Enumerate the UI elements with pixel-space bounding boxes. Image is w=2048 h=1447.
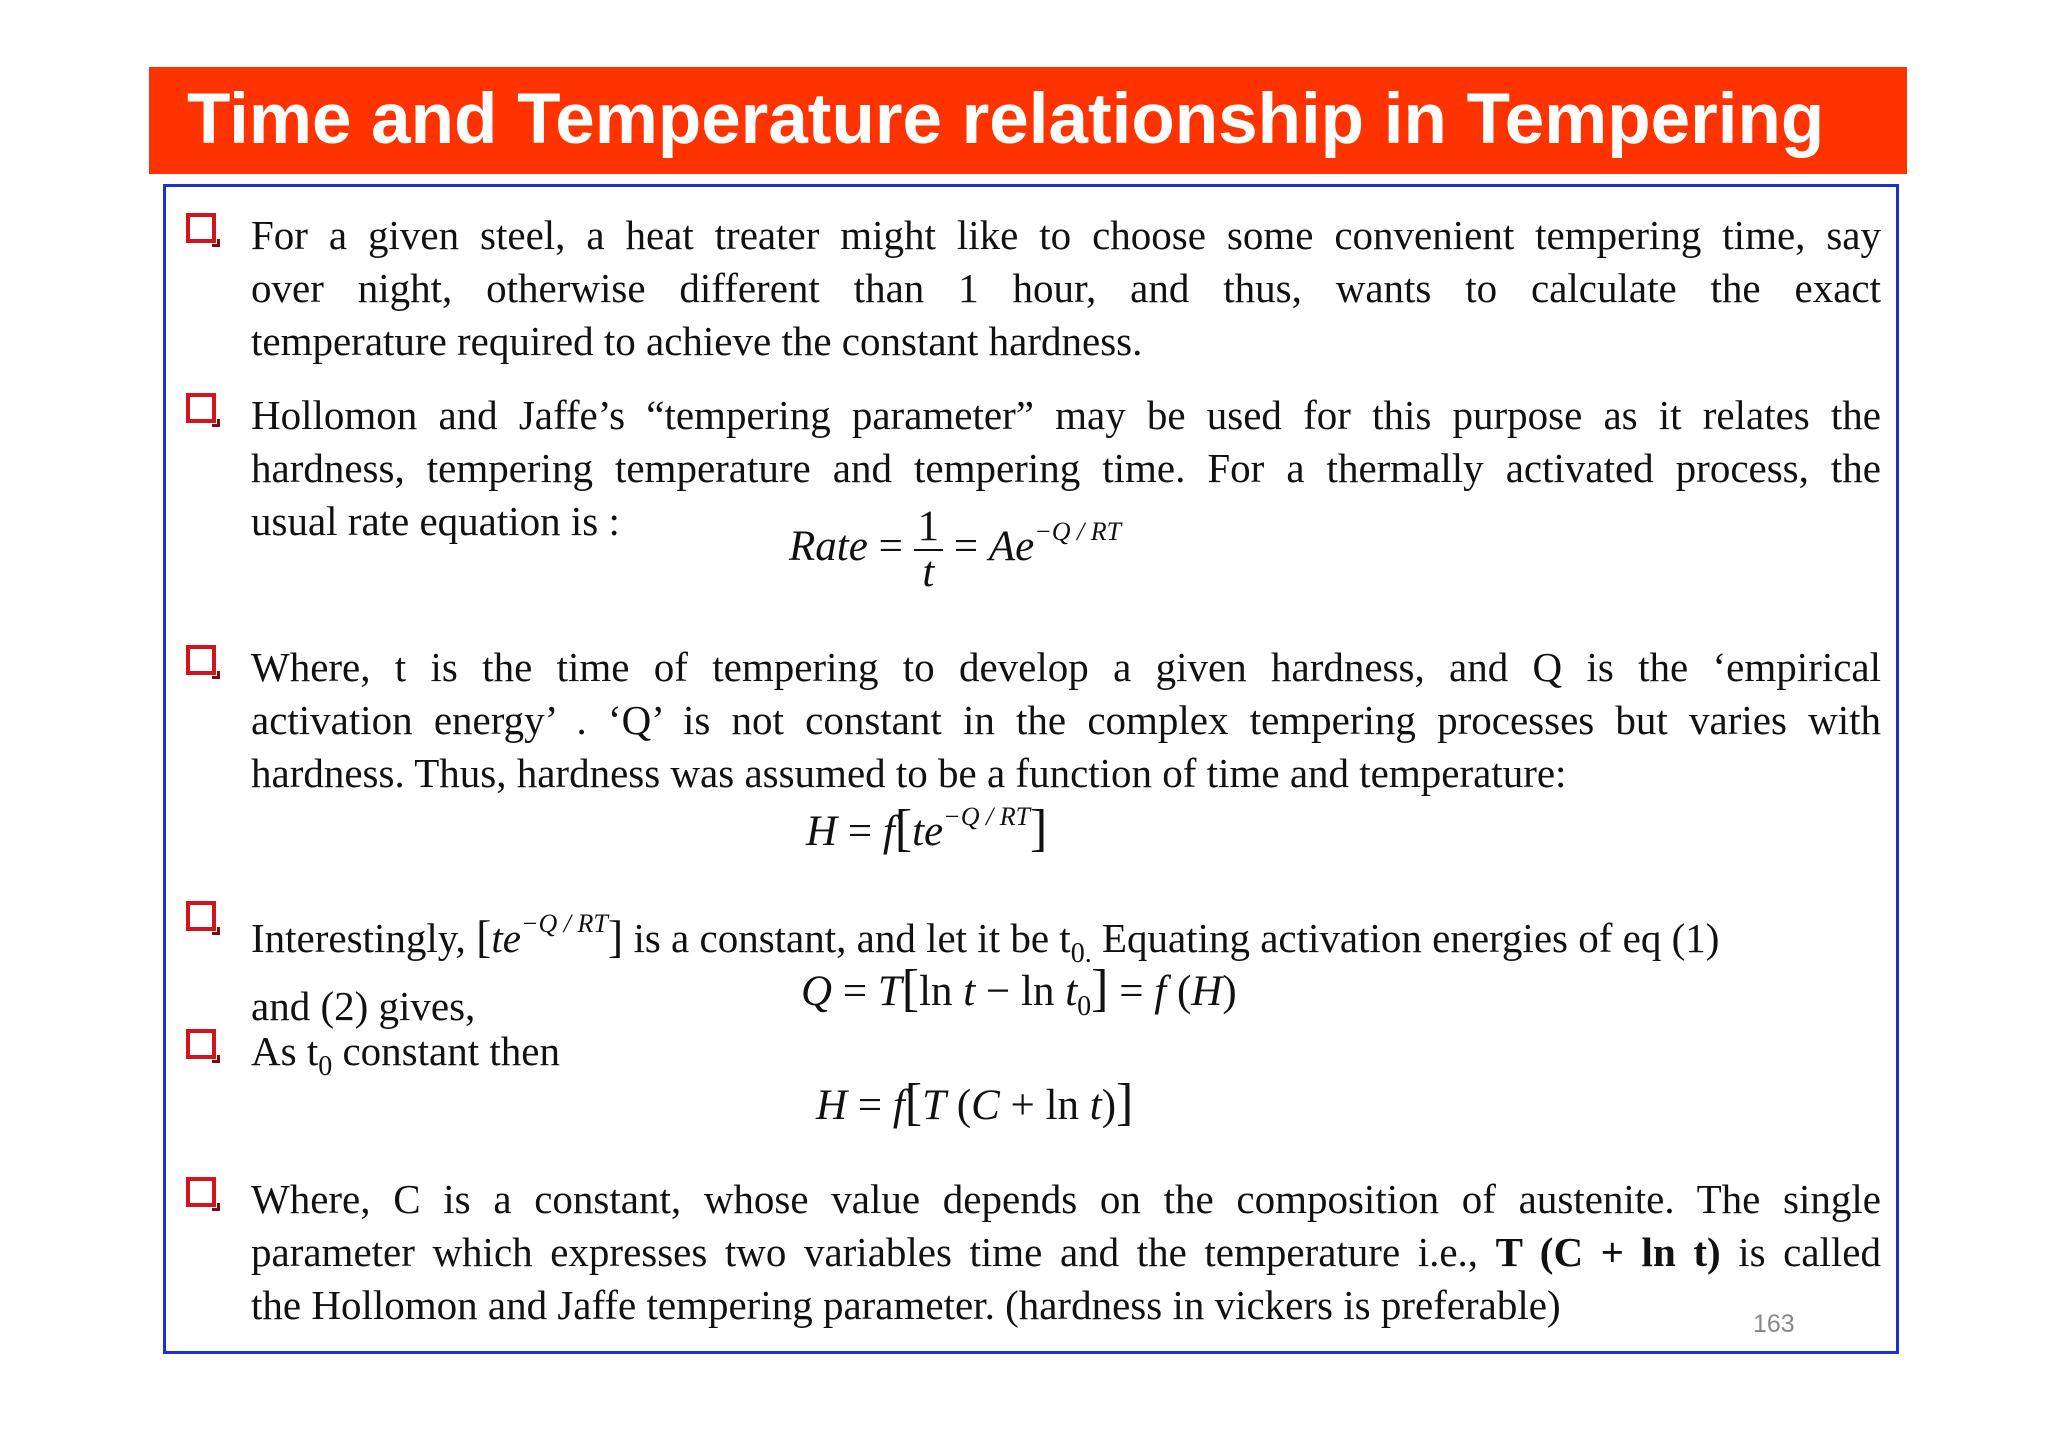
paragraph-3: [251, 641, 1881, 800]
eq-operator: +: [999, 1082, 1046, 1129]
eq-symbol: f: [882, 808, 895, 855]
paragraph-6: [251, 1173, 1881, 1332]
eq-symbol: H: [806, 808, 838, 855]
hardness-equation-1: [806, 799, 1047, 858]
eq-equals: =: [953, 522, 989, 570]
paragraph-line: Where, t is the time of tempering to develop a given hardness, and Q is the ‘empirical: [251, 644, 1881, 690]
slide-title: Time and Temperature relationship in Tempering: [187, 80, 1825, 159]
eq-symbol: t: [952, 968, 976, 1015]
activation-equation: [801, 959, 1237, 1023]
paragraph-line: For a given steel, a heat treater might like to choose some convenient tempering time, say: [251, 212, 1881, 258]
text-run: Equating activation energies of eq (1): [1091, 915, 1720, 961]
bullet-square-icon: [186, 213, 216, 243]
eq-paren: ): [1222, 968, 1237, 1015]
paragraph-line: hardness. Thus, hardness was assumed to be a function of time and temperature:: [251, 750, 1567, 796]
eq-symbol: f: [1154, 968, 1167, 1015]
eq-exponent: −Q / RT: [1034, 516, 1122, 546]
paragraph-line: over night, otherwise different than 1 hour, and thus, wants to calculate the exact: [251, 265, 1881, 311]
eq-bracket: ]: [607, 911, 624, 962]
paragraph-line: and (2) gives,: [251, 983, 476, 1029]
eq-symbol: ln: [1021, 968, 1055, 1015]
paragraph-1: [251, 209, 1881, 368]
title-bar: [149, 67, 1907, 174]
content-box: [163, 184, 1899, 1354]
bullet-square-icon: [186, 645, 216, 675]
fraction-denominator: t: [922, 549, 935, 596]
fraction: [914, 505, 944, 595]
paragraph-line: activation energy’ . ‘Q’ is not constant in the complex tempering processes but varies with: [251, 697, 1881, 743]
text-run: is a constant, and let it be t: [633, 915, 1071, 961]
paragraph-line: the Hollomon and Jaffe tempering parameter. (hardness in vickers is preferable): [251, 1282, 1561, 1328]
eq-equals: =: [837, 808, 883, 855]
rate-equation: [789, 505, 1121, 595]
subscript: 0.: [1070, 938, 1092, 969]
eq-rate-rhs: Ae: [988, 522, 1035, 570]
paragraph-line: temperature required to achieve the constant hardness.: [251, 318, 1143, 364]
bold-text: T (C + ln t): [1495, 1229, 1721, 1275]
paragraph-line: Hollomon and Jaffe’s “tempering parameter” may be used for this purpose as it relates the: [251, 392, 1881, 438]
hardness-equation-2: [816, 1073, 1133, 1132]
inline-equation: [476, 909, 624, 962]
eq-symbol: Q: [801, 968, 833, 1015]
eq-equals: =: [832, 968, 878, 1015]
text-run: constant then: [332, 1028, 560, 1074]
text-run: As t: [251, 1028, 319, 1074]
eq-bracket: ]: [1116, 1074, 1134, 1131]
text-run: Interestingly,: [251, 915, 466, 961]
eq-symbol: ln: [919, 968, 953, 1015]
eq-symbol: H: [1191, 968, 1223, 1015]
eq-paren: (: [1166, 968, 1192, 1015]
eq-rate-lhs: Rate: [789, 522, 868, 570]
eq-bracket: ]: [1030, 800, 1048, 857]
text-run: parameter which expresses two variables time and the temperature i.e.,: [251, 1229, 1496, 1275]
bullet-square-icon: [186, 1029, 216, 1059]
bullet-square-icon: [186, 901, 216, 931]
subscript: 0: [1077, 991, 1092, 1022]
paragraph-line: Where, C is a constant, whose value depends on the composition of austenite. The single: [251, 1176, 1881, 1222]
text-run: is called: [1720, 1229, 1881, 1275]
eq-paren: (: [946, 1082, 972, 1129]
eq-symbol: te: [491, 915, 521, 961]
fraction-numerator: 1: [914, 505, 944, 551]
eq-symbol: T: [922, 1082, 947, 1129]
page-number: 163: [1753, 1310, 1795, 1338]
eq-exponent: −Q / RT: [520, 909, 608, 938]
eq-bracket: ]: [1091, 960, 1109, 1017]
eq-symbol: te: [912, 808, 944, 855]
paragraph-line: usual rate equation is :: [251, 498, 620, 544]
paragraph-line: [251, 1226, 1881, 1279]
eq-equals: =: [847, 1082, 893, 1129]
eq-equals: =: [1108, 968, 1155, 1015]
bullet-square-icon: [186, 1177, 216, 1207]
eq-operator: −: [975, 968, 1021, 1015]
eq-symbol: T: [877, 968, 902, 1015]
eq-symbol: f: [892, 1082, 905, 1129]
eq-bracket: [: [904, 1074, 923, 1131]
eq-symbol: ln: [1045, 1082, 1080, 1129]
eq-equals: =: [878, 522, 903, 570]
eq-exponent: −Q / RT: [943, 802, 1031, 831]
eq-paren: ): [1101, 1082, 1117, 1129]
eq-bracket: [: [894, 800, 913, 857]
subscript: 0: [318, 1051, 333, 1082]
eq-bracket: [: [476, 911, 492, 962]
paragraph-line: hardness, tempering temperature and tempering time. For a thermally activated process, the: [251, 445, 1881, 491]
eq-symbol: C: [971, 1082, 1000, 1129]
eq-symbol: H: [816, 1082, 848, 1129]
bullet-square-icon: [186, 393, 216, 423]
eq-bracket: [: [901, 960, 920, 1017]
eq-symbol: t: [1054, 968, 1078, 1015]
eq-symbol: t: [1079, 1082, 1102, 1129]
